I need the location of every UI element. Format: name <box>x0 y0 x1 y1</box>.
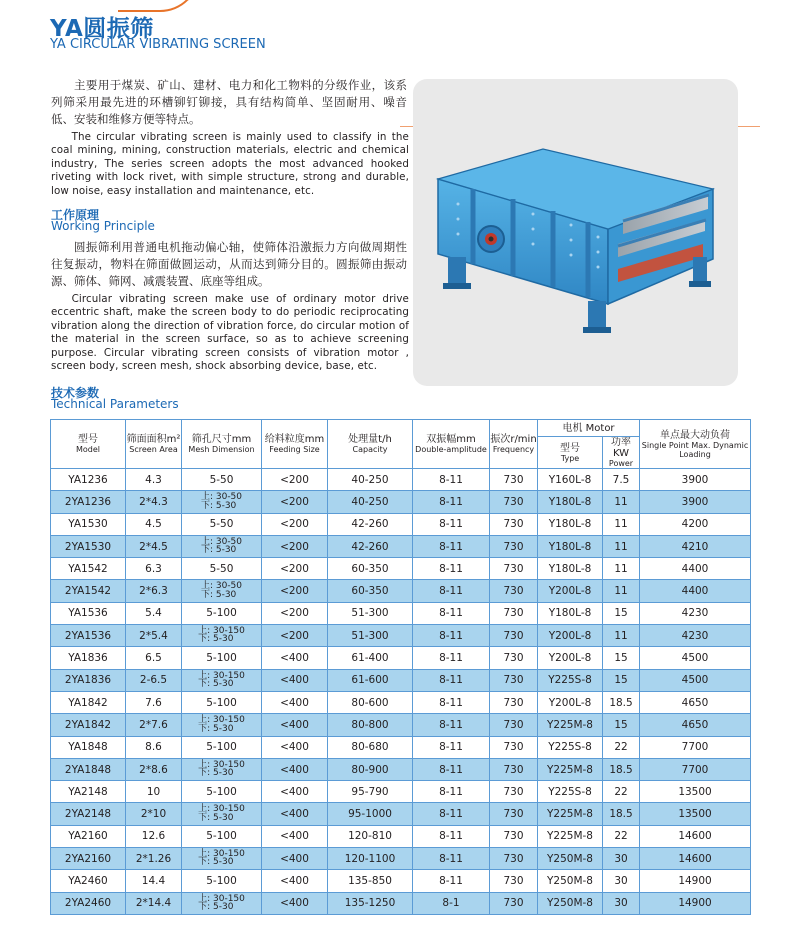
page-title-cn: YA圆振筛 <box>50 16 154 42</box>
cell-cap: 120-1100 <box>328 848 413 870</box>
cell-model: 2YA2160 <box>51 848 126 870</box>
cell-freq: 730 <box>490 736 538 758</box>
table-row <box>51 469 751 491</box>
table-row <box>51 736 751 758</box>
cell-amp: 8-11 <box>413 602 490 624</box>
mesh-upper: 上: 30-150 <box>198 804 245 815</box>
cell-mesh <box>182 580 262 602</box>
cell-power: 22 <box>603 781 640 803</box>
cell-type: Y225M-8 <box>538 803 603 825</box>
cell-load: 4230 <box>640 625 751 647</box>
mesh-lower: 下: 5-30 <box>198 857 234 868</box>
cell-load: 14600 <box>640 848 751 870</box>
cell-feed: <200 <box>262 469 328 491</box>
table-row <box>51 491 751 513</box>
cell-area: 2*4.5 <box>126 535 182 557</box>
cell-amp: 8-11 <box>413 825 490 847</box>
cell-power: 11 <box>603 558 640 580</box>
header-dynamic-loading: 单点最大动负荷 Single Point Max. Dynamic Loading <box>640 420 751 469</box>
cell-feed: <400 <box>262 892 328 914</box>
cell-amp: 8-11 <box>413 870 490 892</box>
cell-freq: 730 <box>490 558 538 580</box>
cell-model: YA1848 <box>51 736 126 758</box>
cell-amp: 8-11 <box>413 647 490 669</box>
cell-feed: <200 <box>262 491 328 513</box>
mesh-lower: 下: 5-30 <box>198 679 234 690</box>
cell-amp: 8-11 <box>413 625 490 647</box>
cell-freq: 730 <box>490 781 538 803</box>
cell-model: 2YA1536 <box>51 625 126 647</box>
cell-feed: <200 <box>262 513 328 535</box>
cell-amp: 8-11 <box>413 691 490 713</box>
cell-cap: 61-600 <box>328 669 413 691</box>
cell-freq: 730 <box>490 625 538 647</box>
cell-freq: 730 <box>490 669 538 691</box>
cell-cap: 80-600 <box>328 691 413 713</box>
cell-power: 7.5 <box>603 469 640 491</box>
cell-model: 2YA2148 <box>51 803 126 825</box>
cell-area: 2*8.6 <box>126 758 182 780</box>
table-row <box>51 669 751 691</box>
cell-type: Y200L-8 <box>538 691 603 713</box>
cell-mesh: 5-100 <box>182 870 262 892</box>
cell-mesh: 5-100 <box>182 781 262 803</box>
cell-feed: <400 <box>262 758 328 780</box>
cell-amp: 8-11 <box>413 669 490 691</box>
cell-amp: 8-11 <box>413 580 490 602</box>
cell-power: 30 <box>603 848 640 870</box>
cell-type: Y180L-8 <box>538 602 603 624</box>
cell-model: 2YA2460 <box>51 892 126 914</box>
cell-freq: 730 <box>490 714 538 736</box>
cell-type: Y180L-8 <box>538 535 603 557</box>
cell-power: 18.5 <box>603 758 640 780</box>
cell-mesh <box>182 491 262 513</box>
table-row <box>51 535 751 557</box>
cell-load: 7700 <box>640 758 751 780</box>
mesh-lower: 下: 5-30 <box>198 902 234 913</box>
cell-type: Y200L-8 <box>538 625 603 647</box>
mesh-lower: 下: 5-30 <box>198 634 234 645</box>
cell-cap: 80-900 <box>328 758 413 780</box>
cell-area: 2*7.6 <box>126 714 182 736</box>
cell-model: 2YA1542 <box>51 580 126 602</box>
header-feeding-size: 给料粒度mm Feeding Size <box>262 420 328 469</box>
cell-feed: <400 <box>262 781 328 803</box>
cell-amp: 8-1 <box>413 892 490 914</box>
cell-load: 3900 <box>640 469 751 491</box>
cell-load: 4400 <box>640 558 751 580</box>
cell-model: 2YA1848 <box>51 758 126 780</box>
params-heading-cn: 技术参数 <box>51 386 100 400</box>
cell-type: Y225S-8 <box>538 781 603 803</box>
cell-power: 30 <box>603 892 640 914</box>
intro-text-en: The circular vibrating screen is mainly used to classify in the coal mining, mining, construction materials, electric and chemical industry, The series screen adopts the most advanced hooked riveting with lock rivet, with simple structure, strong and durable, low noise, easy installation and maintenance, etc. <box>51 131 409 197</box>
cell-model: 2YA1236 <box>51 491 126 513</box>
cell-freq: 730 <box>490 691 538 713</box>
cell-load: 13500 <box>640 781 751 803</box>
mesh-upper: 上: 30-150 <box>198 848 245 859</box>
cell-area: 4.5 <box>126 513 182 535</box>
table-row <box>51 647 751 669</box>
cell-mesh: 5-50 <box>182 469 262 491</box>
cell-type: Y160L-8 <box>538 469 603 491</box>
cell-type: Y225S-8 <box>538 669 603 691</box>
cell-power: 11 <box>603 491 640 513</box>
cell-power: 22 <box>603 825 640 847</box>
cell-mesh: 5-50 <box>182 513 262 535</box>
cell-amp: 8-11 <box>413 803 490 825</box>
cell-type: Y250M-8 <box>538 848 603 870</box>
cell-type: Y200L-8 <box>538 580 603 602</box>
header-frequency: 振次r/min Frequency <box>490 420 538 469</box>
cell-cap: 95-790 <box>328 781 413 803</box>
mesh-lower: 下: 5-30 <box>198 723 234 734</box>
cell-freq: 730 <box>490 892 538 914</box>
cell-area: 2*6.3 <box>126 580 182 602</box>
cell-mesh <box>182 535 262 557</box>
cell-cap: 51-300 <box>328 602 413 624</box>
cell-mesh <box>182 758 262 780</box>
cell-power: 15 <box>603 647 640 669</box>
cell-model: YA2148 <box>51 781 126 803</box>
table-row <box>51 781 751 803</box>
cell-area: 12.6 <box>126 825 182 847</box>
cell-feed: <400 <box>262 736 328 758</box>
table-row <box>51 870 751 892</box>
cell-freq: 730 <box>490 535 538 557</box>
cell-area: 2*5.4 <box>126 625 182 647</box>
table-row <box>51 714 751 736</box>
cell-cap: 120-810 <box>328 825 413 847</box>
cell-type: Y225M-8 <box>538 758 603 780</box>
cell-area: 2*10 <box>126 803 182 825</box>
cell-area: 2-6.5 <box>126 669 182 691</box>
cell-freq: 730 <box>490 803 538 825</box>
header-model: 型号 Model <box>51 420 126 469</box>
cell-mesh: 5-100 <box>182 736 262 758</box>
cell-load: 14900 <box>640 892 751 914</box>
cell-freq: 730 <box>490 513 538 535</box>
cell-cap: 80-680 <box>328 736 413 758</box>
cell-load: 4500 <box>640 647 751 669</box>
cell-amp: 8-11 <box>413 535 490 557</box>
cell-load: 7700 <box>640 736 751 758</box>
cell-model: YA2460 <box>51 870 126 892</box>
mesh-upper: 上: 30-150 <box>198 893 245 904</box>
cell-amp: 8-11 <box>413 558 490 580</box>
cell-mesh <box>182 669 262 691</box>
cell-load: 4230 <box>640 602 751 624</box>
cell-freq: 730 <box>490 825 538 847</box>
cell-feed: <400 <box>262 803 328 825</box>
principle-heading-en: Working Principle <box>51 219 155 233</box>
cell-model: YA1536 <box>51 602 126 624</box>
cell-power: 15 <box>603 602 640 624</box>
cell-amp: 8-11 <box>413 513 490 535</box>
cell-area: 6.5 <box>126 647 182 669</box>
table-row <box>51 758 751 780</box>
mesh-upper: 上: 30-50 <box>200 581 243 592</box>
cell-area: 2*4.3 <box>126 491 182 513</box>
cell-freq: 730 <box>490 469 538 491</box>
cell-feed: <400 <box>262 714 328 736</box>
mesh-lower: 下: 5-30 <box>198 812 234 823</box>
mesh-upper: 上: 30-150 <box>198 625 245 636</box>
cell-power: 30 <box>603 870 640 892</box>
cell-load: 3900 <box>640 491 751 513</box>
cell-model: YA1530 <box>51 513 126 535</box>
cell-type: Y250M-8 <box>538 892 603 914</box>
cell-power: 11 <box>603 513 640 535</box>
cell-cap: 51-300 <box>328 625 413 647</box>
cell-power: 15 <box>603 714 640 736</box>
cell-type: Y180L-8 <box>538 491 603 513</box>
cell-type: Y225M-8 <box>538 825 603 847</box>
mesh-upper: 上: 30-150 <box>198 670 245 681</box>
cell-cap: 40-250 <box>328 469 413 491</box>
header-double-amplitude: 双振幅mm Double-amplitude <box>413 420 490 469</box>
cell-load: 14600 <box>640 825 751 847</box>
cell-area: 10 <box>126 781 182 803</box>
cell-power: 18.5 <box>603 803 640 825</box>
cell-freq: 730 <box>490 491 538 513</box>
cell-mesh <box>182 848 262 870</box>
product-photo <box>413 79 738 386</box>
cell-area: 2*14.4 <box>126 892 182 914</box>
cell-cap: 61-400 <box>328 647 413 669</box>
cell-feed: <400 <box>262 848 328 870</box>
cell-load: 14900 <box>640 870 751 892</box>
cell-power: 11 <box>603 535 640 557</box>
mesh-lower: 下: 5-30 <box>198 768 234 779</box>
cell-power: 15 <box>603 669 640 691</box>
cell-load: 4650 <box>640 691 751 713</box>
cell-cap: 42-260 <box>328 535 413 557</box>
cell-mesh <box>182 892 262 914</box>
table-row <box>51 580 751 602</box>
cell-mesh: 5-100 <box>182 691 262 713</box>
cell-area: 7.6 <box>126 691 182 713</box>
cell-mesh: 5-50 <box>182 558 262 580</box>
cell-type: Y225S-8 <box>538 736 603 758</box>
cell-amp: 8-11 <box>413 848 490 870</box>
cell-feed: <400 <box>262 691 328 713</box>
cell-type: Y200L-8 <box>538 647 603 669</box>
cell-cap: 60-350 <box>328 558 413 580</box>
cell-feed: <200 <box>262 602 328 624</box>
header-motor: 电机 Motor <box>538 420 640 437</box>
intro-text-cn: 主要用于煤炭、矿山、建材、电力和化工物料的分级作业，该系列筛采用最先进的环槽铆钉铆接，具有结构简单、坚固耐用、噪音低、安装和维修方便等特点。 <box>51 78 407 126</box>
cell-freq: 730 <box>490 848 538 870</box>
cell-model: YA1842 <box>51 691 126 713</box>
mesh-upper: 上: 30-150 <box>198 759 245 770</box>
cell-type: Y250M-8 <box>538 870 603 892</box>
cell-feed: <200 <box>262 625 328 647</box>
cell-type: Y180L-8 <box>538 558 603 580</box>
table-row <box>51 803 751 825</box>
cell-amp: 8-11 <box>413 736 490 758</box>
table-row <box>51 848 751 870</box>
cell-area: 6.3 <box>126 558 182 580</box>
mesh-upper: 上: 30-150 <box>198 715 245 726</box>
parameters-table-body <box>51 469 751 915</box>
cell-load: 4500 <box>640 669 751 691</box>
cell-freq: 730 <box>490 758 538 780</box>
principle-heading-cn: 工作原理 <box>51 208 100 222</box>
cell-mesh <box>182 803 262 825</box>
cell-mesh: 5-100 <box>182 825 262 847</box>
mesh-lower: 下: 5-30 <box>200 589 237 600</box>
cell-freq: 730 <box>490 647 538 669</box>
cell-load: 4210 <box>640 535 751 557</box>
cell-freq: 730 <box>490 870 538 892</box>
cell-model: 2YA1530 <box>51 535 126 557</box>
cell-cap: 40-250 <box>328 491 413 513</box>
cell-cap: 80-800 <box>328 714 413 736</box>
cell-area: 14.4 <box>126 870 182 892</box>
cell-feed: <400 <box>262 825 328 847</box>
cell-load: 4200 <box>640 513 751 535</box>
cell-power: 22 <box>603 736 640 758</box>
cell-feed: <400 <box>262 669 328 691</box>
cell-amp: 8-11 <box>413 758 490 780</box>
cell-amp: 8-11 <box>413 469 490 491</box>
cell-freq: 730 <box>490 580 538 602</box>
table-row <box>51 625 751 647</box>
mesh-upper: 上: 30-50 <box>200 536 243 547</box>
table-row <box>51 513 751 535</box>
cell-power: 18.5 <box>603 691 640 713</box>
cell-feed: <400 <box>262 647 328 669</box>
header-screen-area: 筛面面积m² Screen Area <box>126 420 182 469</box>
cell-mesh <box>182 714 262 736</box>
mesh-upper: 上: 30-50 <box>200 492 243 503</box>
cell-model: YA1542 <box>51 558 126 580</box>
parameters-table <box>50 419 751 915</box>
header-motor-type: 型号 Type <box>538 437 603 469</box>
table-row <box>51 558 751 580</box>
cell-amp: 8-11 <box>413 491 490 513</box>
cell-model: YA1836 <box>51 647 126 669</box>
cell-power: 11 <box>603 580 640 602</box>
params-heading-en: Technical Parameters <box>51 397 179 411</box>
cell-type: Y225M-8 <box>538 714 603 736</box>
cell-model: YA2160 <box>51 825 126 847</box>
header-capacity: 处理量t/h Capacity <box>328 420 413 469</box>
cell-feed: <200 <box>262 558 328 580</box>
table-row <box>51 892 751 914</box>
header-mesh-dimension: 筛孔尺寸mm Mesh Dimension <box>182 420 262 469</box>
cell-cap: 60-350 <box>328 580 413 602</box>
cell-model: YA1236 <box>51 469 126 491</box>
cell-area: 5.4 <box>126 602 182 624</box>
mesh-lower: 下: 5-30 <box>200 500 237 511</box>
cell-model: 2YA1836 <box>51 669 126 691</box>
cell-type: Y180L-8 <box>538 513 603 535</box>
header-motor-power: 功率KW Power <box>603 437 640 469</box>
cell-area: 2*1.26 <box>126 848 182 870</box>
cell-feed: <400 <box>262 870 328 892</box>
cell-cap: 42-260 <box>328 513 413 535</box>
cell-cap: 135-1250 <box>328 892 413 914</box>
cell-mesh: 5-100 <box>182 647 262 669</box>
cell-amp: 8-11 <box>413 781 490 803</box>
cell-area: 4.3 <box>126 469 182 491</box>
mesh-lower: 下: 5-30 <box>200 545 237 556</box>
cell-area: 8.6 <box>126 736 182 758</box>
cell-model: 2YA1842 <box>51 714 126 736</box>
cell-mesh <box>182 625 262 647</box>
page-title-en: YA CIRCULAR VIBRATING SCREEN <box>50 37 266 52</box>
cell-freq: 730 <box>490 602 538 624</box>
cell-power: 11 <box>603 625 640 647</box>
vibrating-screen-illustration <box>413 79 738 386</box>
cell-feed: <200 <box>262 535 328 557</box>
cell-load: 4400 <box>640 580 751 602</box>
cell-load: 4650 <box>640 714 751 736</box>
table-row <box>51 691 751 713</box>
principle-text-en: Circular vibrating screen make use of ordinary motor drive eccentric shaft, make the screen body to do periodic reciprocating vibration along the direction of vibration force, do circular motion of the material in the screen surface, so as to achieve screening purpose. Circular vibrating screen consists of vibration motor , screen body, screen mesh, shock absorbing device, base, etc. <box>51 293 409 373</box>
cell-feed: <200 <box>262 580 328 602</box>
cell-mesh: 5-100 <box>182 602 262 624</box>
table-row <box>51 825 751 847</box>
cell-amp: 8-11 <box>413 714 490 736</box>
principle-text-cn: 圆振筛利用普通电机拖动偏心轴，使筛体沿激振力方向做周期性往复振动，物料在筛面做圆运动，从而达到筛分目的。圆振筛由振动源、筛体、筛网、减震装置、底座等组成。 <box>51 240 407 288</box>
cell-load: 13500 <box>640 803 751 825</box>
cell-cap: 95-1000 <box>328 803 413 825</box>
table-row <box>51 602 751 624</box>
cell-cap: 135-850 <box>328 870 413 892</box>
